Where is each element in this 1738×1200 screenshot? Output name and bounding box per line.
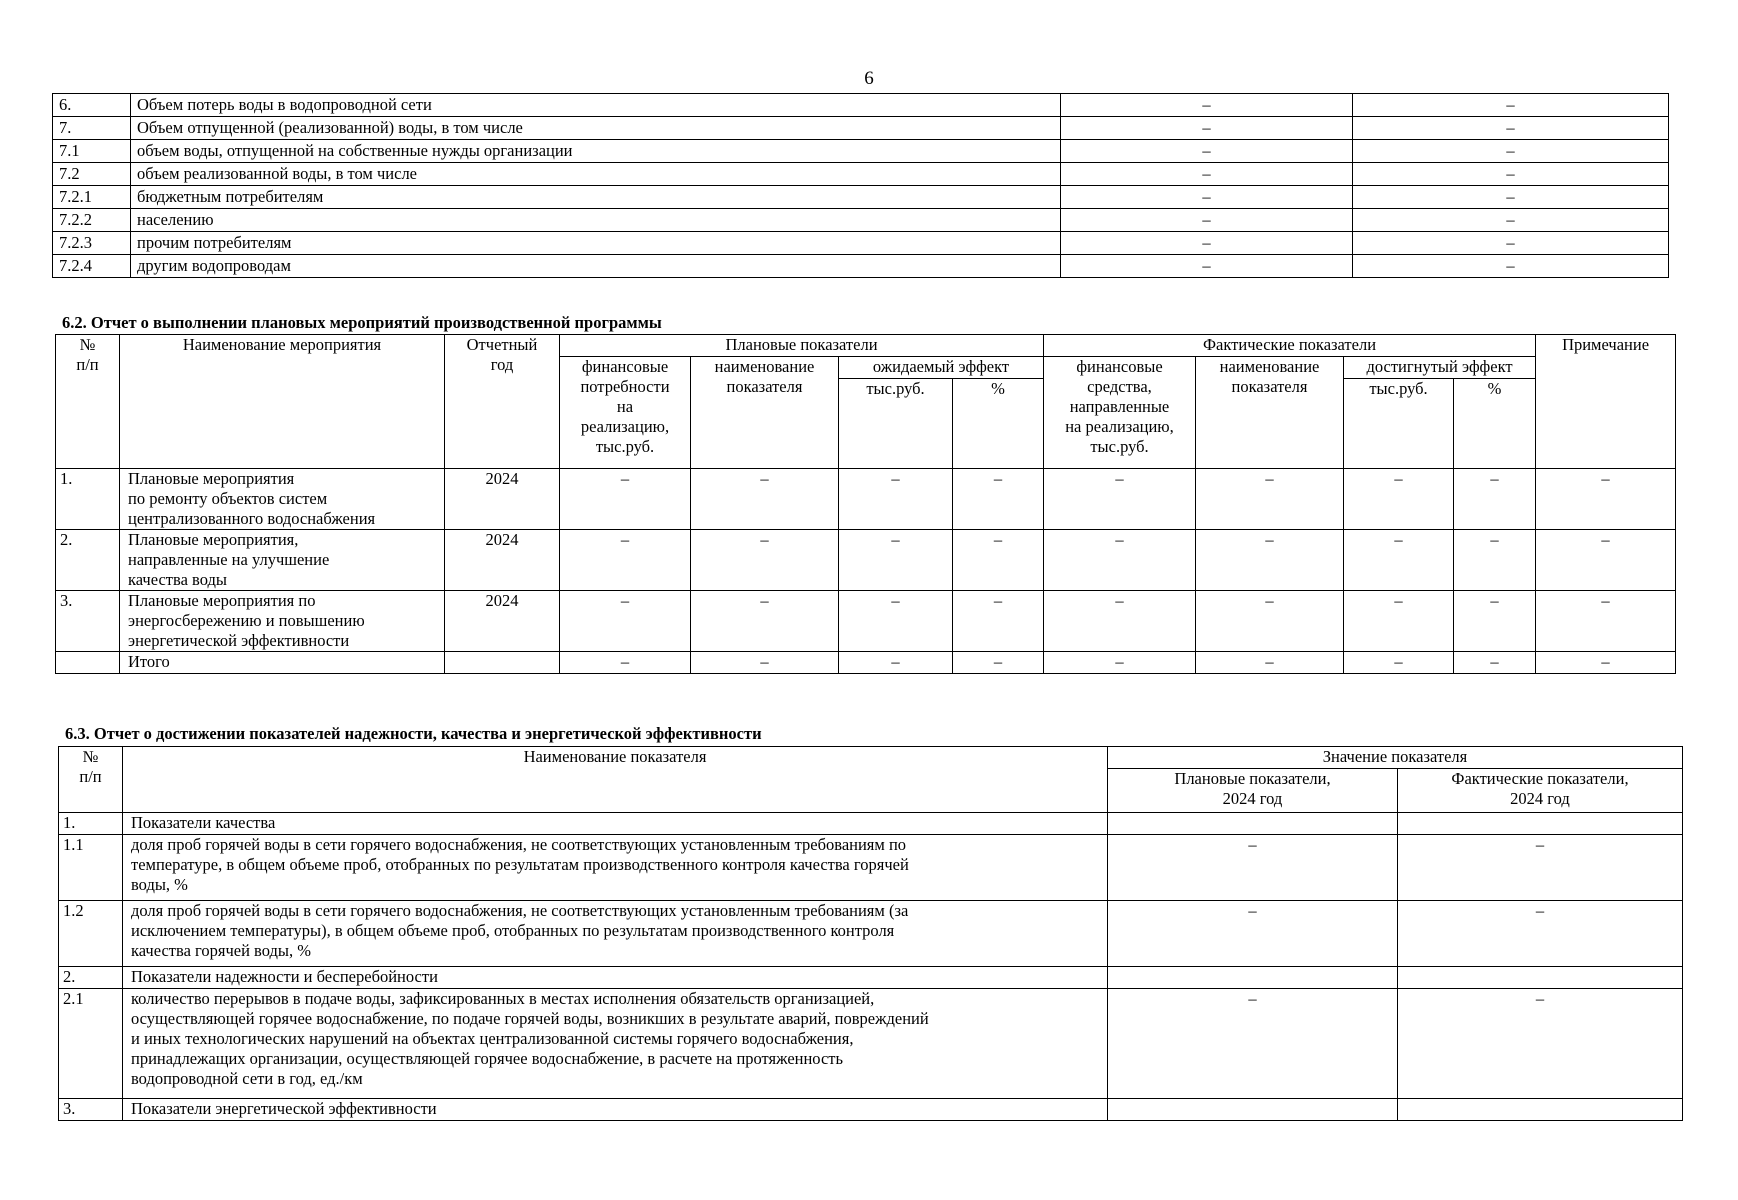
col-fact-rub: тыс.руб. — [1344, 379, 1454, 469]
row-value: – — [1353, 140, 1669, 163]
row-value: – — [1344, 530, 1454, 591]
row-value: – — [1196, 469, 1344, 530]
col-num: № п/п — [56, 335, 120, 469]
activities-report-table — [55, 334, 1676, 674]
table-row — [53, 140, 1669, 163]
row-name: количество перерывов в подаче воды, зафиксированных в местах исполнения обязательств организацией, осуществляющей горячее водоснабжение, по подаче горячей воды, возникших в результате аварий, повреждений и иных технологических нарушений на объектах централизованной системы горячего водоснабжения, принадлежащих организации, осуществляющей горячее водоснабжение, в расчете на протяженность водопроводной сети в год, ед./км — [123, 989, 1108, 1099]
row-value: – — [1353, 163, 1669, 186]
col-plan-effect: ожидаемый эффект — [839, 357, 1044, 379]
row-value: – — [953, 469, 1044, 530]
row-value: – — [691, 652, 839, 674]
table-row — [56, 469, 1676, 530]
col-plan-pct: % — [953, 379, 1044, 469]
row-name: Показатели надежности и бесперебойности — [123, 967, 1108, 989]
col-value-group: Значение показателя — [1108, 747, 1683, 769]
row-num: 1.1 — [59, 835, 123, 901]
table-row — [53, 232, 1669, 255]
col-num: № п/п — [59, 747, 123, 813]
col-year: Отчетный год — [445, 335, 560, 469]
row-plan — [1108, 1099, 1398, 1121]
col-fact-pct: % — [1454, 379, 1536, 469]
row-fact — [1398, 967, 1683, 989]
row-value: – — [1353, 209, 1669, 232]
row-value: – — [1061, 232, 1353, 255]
row-name: Объем отпущенной (реализованной) воды, в том числе — [131, 117, 1061, 140]
row-num: 1.2 — [59, 901, 123, 967]
table-row — [59, 813, 1683, 835]
table-row — [59, 989, 1683, 1099]
row-name: Плановые мероприятия, направленные на улучшение качества воды — [120, 530, 445, 591]
row-num — [56, 652, 120, 674]
row-value: – — [560, 652, 691, 674]
row-value: – — [1061, 94, 1353, 117]
row-value: – — [1044, 530, 1196, 591]
row-plan: – — [1108, 835, 1398, 901]
row-value: – — [953, 652, 1044, 674]
row-name: прочим потребителям — [131, 232, 1061, 255]
row-value: – — [1196, 530, 1344, 591]
row-name: Итого — [120, 652, 445, 674]
row-num: 7.2.4 — [53, 255, 131, 278]
row-num: 7.2 — [53, 163, 131, 186]
row-value: – — [1536, 652, 1676, 674]
row-value: – — [1044, 652, 1196, 674]
row-value: – — [1061, 209, 1353, 232]
row-name: объем воды, отпущенной на собственные нужды организации — [131, 140, 1061, 163]
col-fact-group: Фактические показатели — [1044, 335, 1536, 357]
row-value: – — [839, 530, 953, 591]
col-plan-fin: финансовые потребности на реализацию, тыс.руб. — [560, 357, 691, 469]
col-plan: Плановые показатели, 2024 год — [1108, 769, 1398, 813]
col-plan-rub: тыс.руб. — [839, 379, 953, 469]
row-value: – — [691, 591, 839, 652]
row-name: Объем потерь воды в водопроводной сети — [131, 94, 1061, 117]
page-number: 6 — [864, 68, 874, 89]
row-num: 2. — [59, 967, 123, 989]
col-plan-group: Плановые показатели — [560, 335, 1044, 357]
row-fact: – — [1398, 901, 1683, 967]
row-value: – — [1061, 163, 1353, 186]
row-name: доля проб горячей воды в сети горячего водоснабжения, не соответствующих установленным требованиям (за исключением температуры), в общем объеме проб, отобранных по результатам производственного контроля качества горячей воды, % — [123, 901, 1108, 967]
table-row — [53, 209, 1669, 232]
table-row — [53, 163, 1669, 186]
row-value: – — [1353, 255, 1669, 278]
row-year: 2024 — [445, 530, 560, 591]
row-num: 1. — [56, 469, 120, 530]
row-name: Плановые мероприятия по ремонту объектов систем централизованного водоснабжения — [120, 469, 445, 530]
row-value: – — [1344, 469, 1454, 530]
table-row — [53, 255, 1669, 278]
row-value: – — [839, 591, 953, 652]
row-value: – — [1353, 232, 1669, 255]
row-num: 7.2.3 — [53, 232, 131, 255]
row-value: – — [1353, 94, 1669, 117]
row-plan: – — [1108, 901, 1398, 967]
section-6-3-title: 6.3. Отчет о достижении показателей надежности, качества и энергетической эффективности — [65, 724, 762, 743]
table-row — [59, 967, 1683, 989]
row-fact — [1398, 1099, 1683, 1121]
water-volume-table — [52, 93, 1669, 278]
row-num: 7.1 — [53, 140, 131, 163]
table-row — [59, 901, 1683, 967]
table-row — [53, 117, 1669, 140]
row-value: – — [560, 530, 691, 591]
row-plan: – — [1108, 989, 1398, 1099]
row-year: 2024 — [445, 469, 560, 530]
row-value: – — [1454, 469, 1536, 530]
row-value: – — [839, 469, 953, 530]
row-name: другим водопроводам — [131, 255, 1061, 278]
table-row — [56, 591, 1676, 652]
row-year: 2024 — [445, 591, 560, 652]
section-6-2-title: 6.2. Отчет о выполнении плановых мероприятий производственной программы — [62, 313, 662, 332]
row-num: 3. — [59, 1099, 123, 1121]
row-value: – — [953, 591, 1044, 652]
table-row — [53, 186, 1669, 209]
col-name: Наименование показателя — [123, 747, 1108, 813]
col-name: Наименование мероприятия — [120, 335, 445, 469]
row-value: – — [1353, 186, 1669, 209]
col-fact-fin: финансовые средства, направленные на реализацию, тыс.руб. — [1044, 357, 1196, 469]
row-name: доля проб горячей воды в сети горячего водоснабжения, не соответствующих установленным требованиям по температуре, в общем объеме проб, отобранных по результатам производственного контроля качества горячей воды, % — [123, 835, 1108, 901]
row-plan — [1108, 813, 1398, 835]
row-value: – — [560, 469, 691, 530]
row-num: 1. — [59, 813, 123, 835]
row-name: населению — [131, 209, 1061, 232]
row-name: Плановые мероприятия по энергосбережению и повышению энергетической эффективности — [120, 591, 445, 652]
row-num: 2. — [56, 530, 120, 591]
row-num: 3. — [56, 591, 120, 652]
row-year — [445, 652, 560, 674]
row-num: 6. — [53, 94, 131, 117]
row-value: – — [691, 469, 839, 530]
row-value: – — [1061, 117, 1353, 140]
row-value: – — [1044, 591, 1196, 652]
row-name: бюджетным потребителям — [131, 186, 1061, 209]
row-value: – — [1454, 530, 1536, 591]
row-name: объем реализованной воды, в том числе — [131, 163, 1061, 186]
row-value: – — [1536, 469, 1676, 530]
row-num: 7.2.2 — [53, 209, 131, 232]
row-value: – — [1196, 652, 1344, 674]
total-row — [56, 652, 1676, 674]
row-value: – — [1536, 591, 1676, 652]
col-plan-ind: наименование показателя — [691, 357, 839, 469]
col-fact: Фактические показатели, 2024 год — [1398, 769, 1683, 813]
row-fact: – — [1398, 989, 1683, 1099]
col-fact-ind: наименование показателя — [1196, 357, 1344, 469]
row-num: 7. — [53, 117, 131, 140]
indicators-table — [58, 746, 1683, 1121]
table-row — [59, 1099, 1683, 1121]
row-value: – — [953, 530, 1044, 591]
row-value: – — [1454, 591, 1536, 652]
row-fact — [1398, 813, 1683, 835]
col-fact-effect: достигнутый эффект — [1344, 357, 1536, 379]
row-value: – — [1061, 186, 1353, 209]
row-value: – — [1344, 591, 1454, 652]
row-value: – — [1044, 469, 1196, 530]
row-value: – — [1353, 117, 1669, 140]
row-value: – — [839, 652, 953, 674]
row-value: – — [691, 530, 839, 591]
row-name: Показатели энергетической эффективности — [123, 1099, 1108, 1121]
row-value: – — [1061, 140, 1353, 163]
row-num: 7.2.1 — [53, 186, 131, 209]
table-row — [59, 835, 1683, 901]
row-value: – — [1196, 591, 1344, 652]
row-value: – — [1344, 652, 1454, 674]
table-row — [56, 530, 1676, 591]
row-plan — [1108, 967, 1398, 989]
row-value: – — [1536, 530, 1676, 591]
row-value: – — [560, 591, 691, 652]
row-value: – — [1454, 652, 1536, 674]
col-note: Примечание — [1536, 335, 1676, 469]
row-name: Показатели качества — [123, 813, 1108, 835]
row-num: 2.1 — [59, 989, 123, 1099]
row-value: – — [1061, 255, 1353, 278]
row-fact: – — [1398, 835, 1683, 901]
table-row — [53, 94, 1669, 117]
